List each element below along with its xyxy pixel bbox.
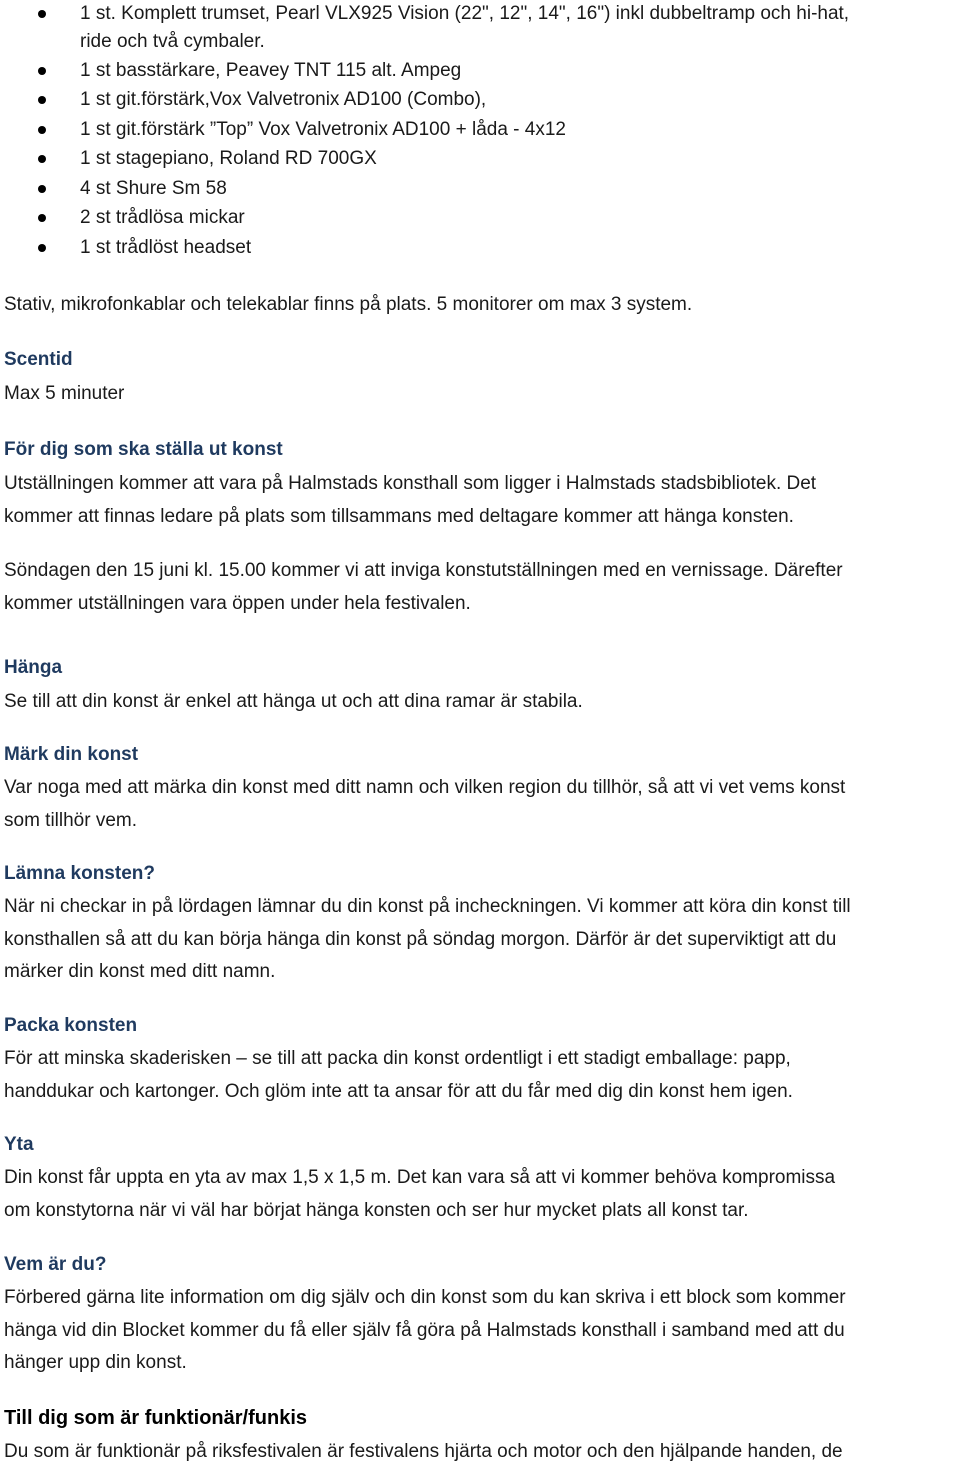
list-item [0,204,960,234]
list-item-text: 1 st trådlöst headset [80,237,252,258]
mark-text: Var noga med att märka din konst med ditt namn och vilken region du tillhör, så att vi vet vems konst [4,777,846,798]
stage-note: Stativ, mikrofonkablar och telekablar finns på plats. 5 monitorer om max 3 system. [4,294,693,315]
list-item [0,145,960,175]
list-item-text: 4 st Shure Sm 58 [80,178,227,199]
bullet-icon [38,185,46,193]
bullet-icon [38,96,46,104]
bullet-icon [38,126,46,134]
bullet-icon [38,67,46,75]
list-item-text: 1 st git.förstärk ”Top” Vox Valvetronix AD100 + låda - 4x12 [80,119,566,140]
list-item-text: 1 st stagepiano, Roland RD 700GX [80,148,377,169]
list-item-text-continued: ride och två cymbaler. [80,31,265,52]
lamna-text: När ni checkar in på lördagen lämnar du din konst på incheckningen. Vi kommer att köra din konst till [4,896,851,917]
mark-text: som tillhör vem. [4,810,138,831]
vem-text: hänga vid din Blocket kommer du få eller själv få göra på Halmstads konsthall i samband med att du [4,1320,845,1341]
list-item-text: 1 st git.förstärk,Vox Valvetronix AD100 (Combo), [80,89,487,110]
packa-text: handdukar och kartonger. Och glöm inte att ta ansar för att du får med dig din konst hem igen. [4,1081,793,1102]
art-opening-line: kommer utställningen vara öppen under hela festivalen. [4,593,471,614]
art-intro-line: kommer att finnas ledare på plats som tillsammans med deltagare kommer att hänga konsten. [4,506,794,527]
scentid-text: Max 5 minuter [4,383,125,404]
list-item-text: 2 st trådlösa mickar [80,207,245,228]
heading-scentid: Scentid [4,349,73,370]
art-opening-line: Söndagen den 15 juni kl. 15.00 kommer vi att inviga konstutställningen med en vernissage. Därefter [4,560,843,581]
lamna-text: märker din konst med ditt namn. [4,961,276,982]
bullet-icon [38,155,46,163]
heading-art: För dig som ska ställa ut konst [4,439,283,460]
list-item-text: 1 st. Komplett trumset, Pearl VLX925 Vision (22", 12", 14", 16") inkl dubbeltramp och hi-hat, [80,3,850,24]
packa-text: För att minska skaderisken – se till att packa din konst ordentligt i ett stadigt emballage: papp, [4,1048,791,1069]
heading-funktionar: Till dig som är funktionär/funkis [4,1407,307,1429]
list-item [0,234,960,264]
bullet-icon [38,10,46,18]
bullet-icon [38,244,46,252]
hanga-text: Se till att din konst är enkel att hänga ut och att dina ramar är stabila. [4,691,583,712]
list-item [0,175,960,205]
art-intro-line: Utställningen kommer att vara på Halmstads konsthall som ligger i Halmstads stadsbibliotek. Det [4,473,817,494]
list-item [0,57,960,87]
yta-text: om konstytorna när vi väl har börjat hänga konsten och ser hur mycket plats all konst tar. [4,1200,749,1221]
heading-yta: Yta [4,1134,34,1155]
heading-mark: Märk din konst [4,744,139,765]
heading-lamna: Lämna konsten? [4,863,155,884]
vem-text: hänger upp din konst. [4,1352,187,1373]
lamna-text: konsthallen så att du kan börja hänga din konst på söndag morgon. Därför är det superviktigt att du [4,929,837,950]
list-item [0,0,960,30]
list-item [0,116,960,146]
list-item-text: 1 st basstärkare, Peavey TNT 115 alt. Ampeg [80,60,462,81]
yta-text: Din konst får uppta en yta av max 1,5 x 1,5 m. Det kan vara så att vi kommer behöva kompromissa [4,1167,836,1188]
heading-vem: Vem är du? [4,1254,107,1275]
funktionar-text: Du som är funktionär på riksfestivalen är festivalens hjärta och motor och den hjälpande handen, de [4,1441,843,1462]
bullet-icon [38,214,46,222]
heading-packa: Packa konsten [4,1015,138,1036]
heading-hanga: Hänga [4,657,63,678]
list-item [0,86,960,116]
vem-text: Förbered gärna lite information om dig själv och din konst som du kan skriva i ett block som kommer [4,1287,846,1308]
